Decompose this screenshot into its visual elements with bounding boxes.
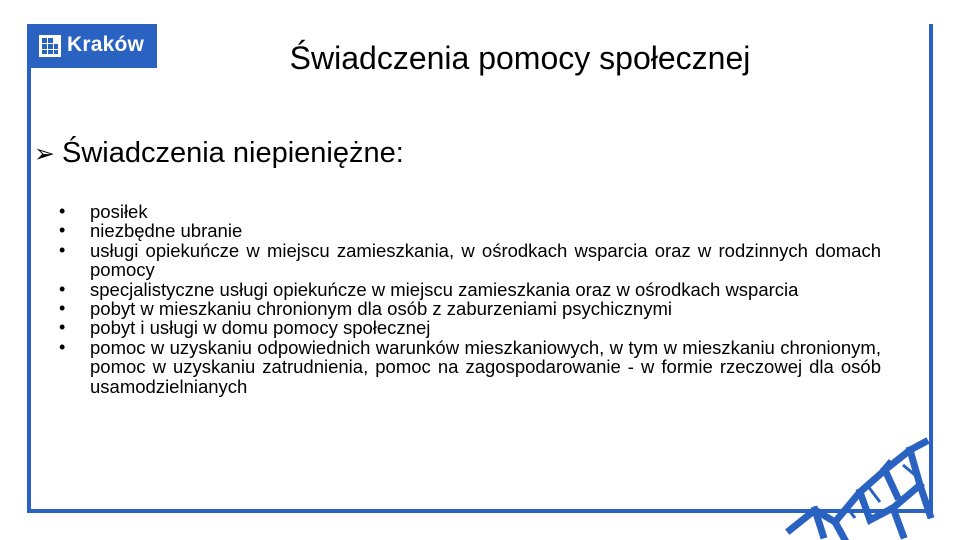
list-item bbox=[58, 241, 881, 280]
list-item bbox=[58, 280, 881, 299]
bullet-icon: • bbox=[59, 298, 66, 319]
arrow-bullet-icon: ➢ bbox=[34, 140, 55, 168]
bullet-icon: • bbox=[59, 317, 66, 338]
bullet-icon: • bbox=[59, 220, 66, 241]
list-item-text: usługi opiekuńcze w miejscu zamieszkania, w ośrodkach wsparcia oraz w rodzinnych domach pomocy bbox=[90, 239, 881, 281]
list-item-text: specjalistyczne usługi opiekuńcze w miejscu zamieszkania oraz w ośrodkach wsparcia bbox=[90, 278, 799, 300]
list-item-text: posiłek bbox=[90, 201, 148, 222]
list-item bbox=[58, 202, 881, 221]
list-item-text: pobyt w mieszkaniu chronionym dla osób z zaburzeniami psychicznymi bbox=[90, 298, 672, 320]
bullet-icon: • bbox=[59, 336, 66, 357]
benefits-list bbox=[58, 202, 881, 396]
list-item-text: niezbędne ubranie bbox=[90, 220, 243, 242]
list-item bbox=[58, 338, 881, 396]
list-item-text: pomoc w uzyskaniu odpowiednich warunków mieszkaniowych, w tym w mieszkaniu chronionym, pomoc w uzyskaniu zatrudnienia, pomoc na zagospodarowanie - w formie rzeczowej dla osób usamodzielnianych bbox=[90, 336, 881, 397]
krakow-logo bbox=[27, 24, 157, 68]
city-map-decoration bbox=[775, 430, 935, 540]
krakow-city-logo-icon bbox=[39, 35, 61, 57]
section-heading-text: Świadczenia niepieniężne: bbox=[62, 137, 404, 169]
logo-text: Kraków bbox=[67, 33, 145, 56]
list-item bbox=[58, 318, 881, 337]
bullet-icon: • bbox=[59, 201, 66, 221]
page-title: Świadczenia pomocy społecznej bbox=[289, 40, 751, 76]
section-heading bbox=[34, 134, 404, 173]
list-item bbox=[58, 299, 881, 318]
list-item-text: pobyt i usługi w domu pomocy społecznej bbox=[90, 317, 431, 339]
bullet-icon: • bbox=[59, 239, 66, 260]
list-item bbox=[58, 221, 881, 240]
bullet-icon: • bbox=[59, 278, 66, 299]
